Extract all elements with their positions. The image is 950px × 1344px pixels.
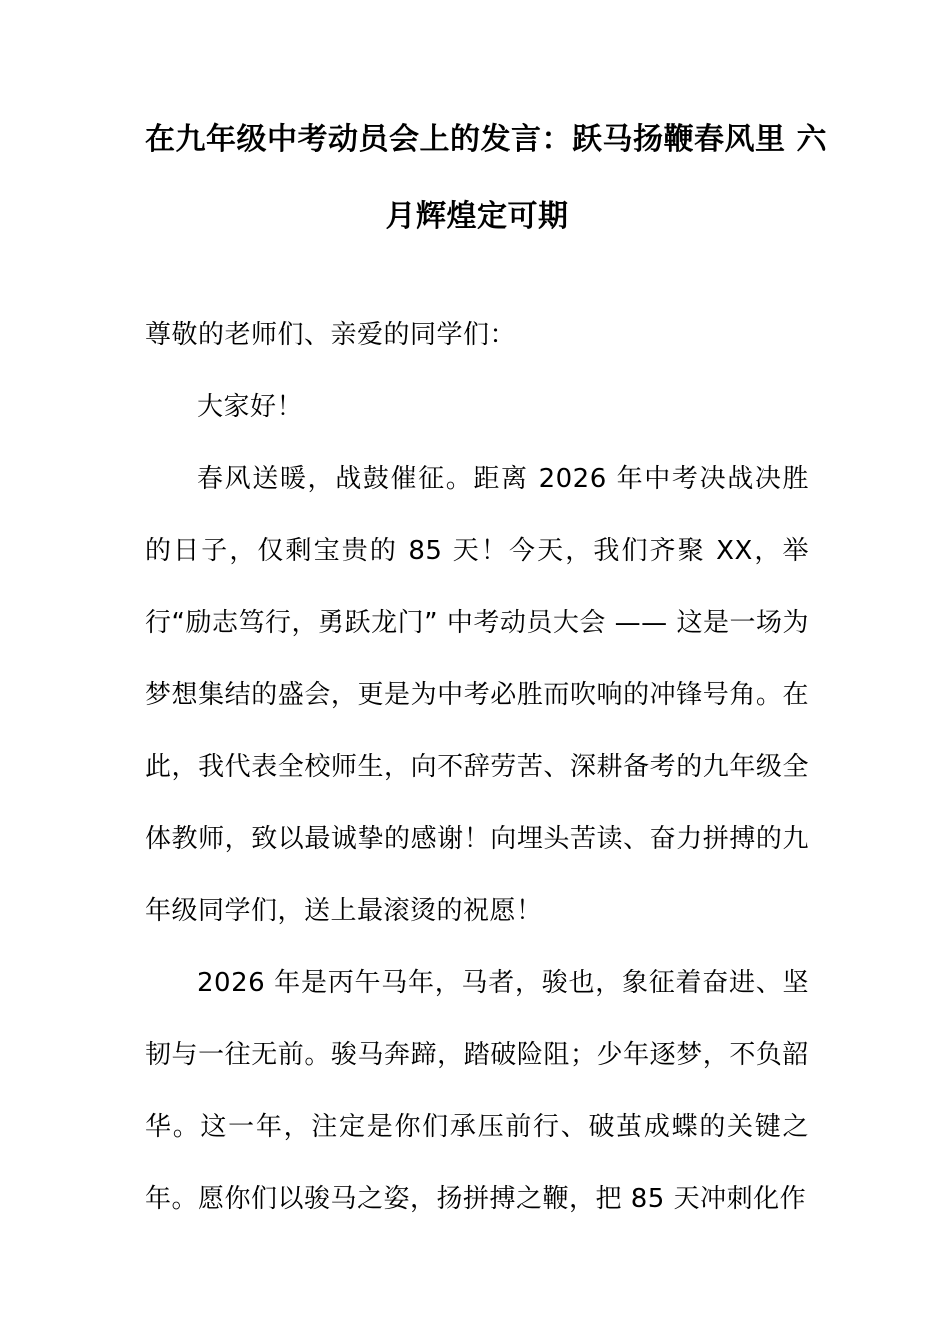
paragraph-horse-year: 2026 年是丙午马年，马者，骏也，象征着奋进、坚韧与一往无前。骏马奔蹄，踏破险阻；少年逐梦，不负韶华。这一年，注定是你们承压前行、破茧成蝶的关键之年。愿你们以骏马之姿，扬拼搏之鞭，把 85 天冲刺化作: [145, 968, 809, 1214]
title-line-2: 月辉煌定可期: [385, 199, 569, 234]
document-body: [145, 299, 809, 1235]
paragraph-hello: 大家好！: [197, 392, 304, 422]
title-line-1: 在九年级中考动员会上的发言：跃马扬鞭春风里 六: [145, 122, 827, 157]
paragraph-mobilization: 春风送暖，战鼓催征。距离 2026 年中考决战决胜的日子，仅剩宝贵的 85 天！今天，我们齐聚 XX，举行“励志笃行，勇跃龙门” 中考动员大会 —— 这是一场为梦想集结的盛会，更是为中考必胜而吹响的冲锋号角。在此，我代表全校师生，向不辞劳苦、深耕备考的九年级全体教师，致以最诚挚的感谢！向埋头苦读、奋力拼搏的九年级同学们，送上最滚烫的祝愿！: [145, 464, 809, 926]
paragraph-greeting: 尊敬的老师们、亲爱的同学们：: [145, 320, 517, 350]
document-title: [145, 101, 827, 255]
